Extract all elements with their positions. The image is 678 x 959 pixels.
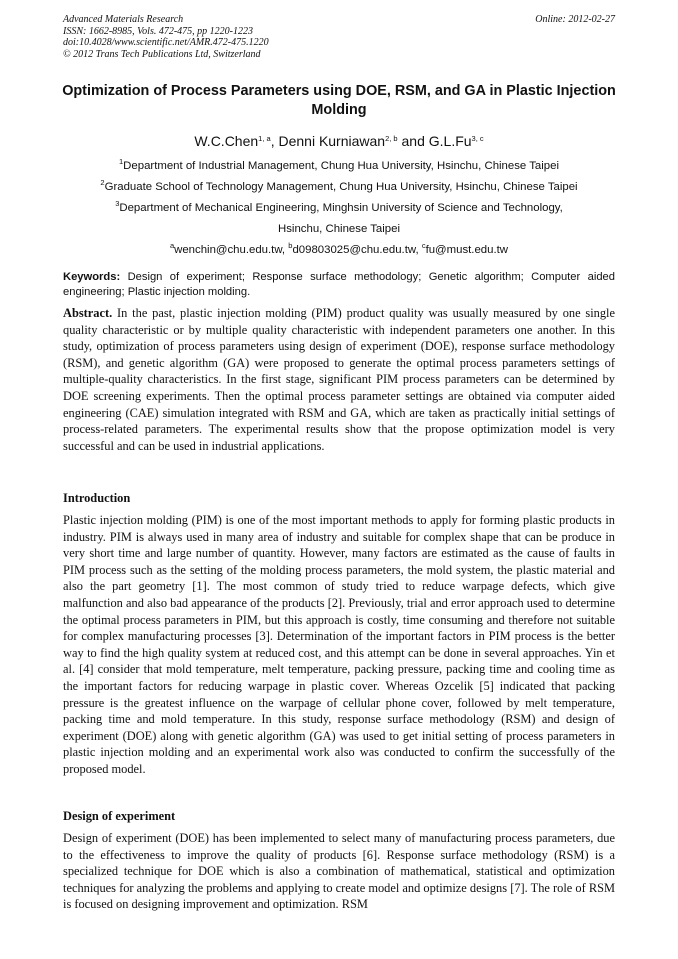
email-superscript: a (169, 241, 175, 250)
author-separator: and (397, 133, 429, 149)
introduction-text: Plastic injection molding (PIM) is one of the most important methods to apply for forming plastic products in industry. PIM is always used in many area of industry and suitable for complex shape that can be produce in very short time and large number of quantity. However, many factors are estimated as the cause of faults in PIM process such as the setting of the molding process parameters, the mold system, the plastic material and also the part geometry [1]. The most common of study tried to reduce warpage defects, which give malfunction and also bad appearance of the products [2]. Previously, trial and error approach used to determine the optimal process parameters in PIM, but this approach is costly, time consuming and therefore not suitable for complex manufacturing processes [3]. Determination of the important factors in PIM process is the better way to find the high quality system at reduced cost, and this attempt can be done in several approaches. Yin et al. [4] consider that mold temperature, melt temperature, packing pressure, packing time and cooling time as the important factors for reducing warpage in plastic cover. Whereas Ozcelik [5] indicated that packing pressure is the greatest influence on the warpage of cellular phone cover, followed by melt temperature, packing time and mold temperature. In this study, response surface methodology (RSM) and design of experiment (DOE) along with genetic algorithm (GA) was used to get initial setting of process parameters in plastic injection molding and an experimental work also was conducted to confirm the successfully of the proposed model. (63, 513, 615, 776)
introduction-heading: Introduction (63, 491, 131, 505)
journal-copyright: © 2012 Trans Tech Publications Ltd, Switzerland (63, 48, 261, 60)
abstract-text: In the past, plastic injection molding (PIM) product quality was usually measured by one single quality characteristic or by multiple quality characteristic with independent parameters one another. In this study, optimization of process parameters using design of experiment (DOE), response surface methodology (RSM), and genetic algorithm (GA) were proposed to generate the optimal process parameters settings of multiple-quality characteristics. In the first stage, significant PIM process parameters can be determined by DOE screening experiments. Then the optimal process parameter settings are obtained via computer aided engineering (CAE) simulation integrated with RSM and GA, which are taken as practically initial settings of process-related parameters. The experimental results show that the propose optimization model is very successful and can be used in industrial applications. (63, 306, 615, 453)
email-address: wenchin@chu.edu.tw, (174, 244, 289, 256)
email-address: d09803025@chu.edu.tw, (292, 244, 422, 256)
email-superscript: b (288, 241, 293, 250)
author-superscript: 3, c (471, 134, 484, 143)
affiliation-superscript: 1 (119, 157, 124, 166)
author-name: Denni Kurniawan (278, 133, 386, 149)
affiliation-text: Department of Industrial Management, Chung Hua University, Hsinchu, Chinese Taipei (123, 160, 559, 172)
affiliation-3-cont: Hsinchu, Chinese Taipei (278, 223, 400, 235)
author-superscript: 1, a (258, 134, 271, 143)
email-address: fu@must.edu.tw (425, 244, 509, 256)
keywords (63, 270, 615, 300)
doe-text: Design of experiment (DOE) has been implemented to select many of manufacturing process parameters, due to the effectiveness to improve the quality of products [6]. Response surface methodology (RSM) is a specialized technique for DOE which is also a combination of mathematical, statistical and optimization techniques for analyzing the problems and applying to create model and optimize designs [7]. The role of RSM is focused on designing improvement and optimization. RSM (63, 831, 615, 912)
abstract (63, 305, 615, 454)
journal-name: Advanced Materials Research (63, 14, 184, 25)
journal-header (63, 14, 615, 60)
author-separator: , (270, 133, 279, 149)
doe-heading: Design of experiment (63, 809, 176, 823)
email-superscript: c (421, 241, 426, 250)
affiliation-3 (40, 198, 638, 219)
author-line (40, 132, 638, 150)
affiliation-text: Department of Mechanical Engineering, Minghsin University of Science and Technology, (119, 202, 563, 214)
affiliation-text: Graduate School of Technology Management, Chung Hua University, Hsinchu, Chinese Taipei (104, 181, 578, 193)
journal-doi: doi:10.4028/www.scientific.net/AMR.472-475.1220 (63, 37, 269, 49)
keywords-text: Design of experiment; Response surface methodology; Genetic algorithm; Computer aided engineering; Plastic injection molding. (63, 271, 615, 298)
author-name: G.L.Fu (428, 133, 472, 149)
paper-title: Optimization of Process Parameters using DOE, RSM, and GA in Plastic Injection Molding (62, 83, 616, 118)
journal-issn: ISSN: 1662-8985, Vols. 472-475, pp 1220-1223 (63, 25, 253, 37)
email-line (40, 240, 638, 261)
affiliation-1 (40, 156, 638, 177)
affiliation-superscript: 2 (100, 178, 105, 187)
abstract-label: Abstract. (63, 306, 113, 320)
affiliation-superscript: 3 (115, 199, 120, 208)
author-superscript: 2, b (385, 134, 398, 143)
online-date: Online: 2012-02-27 (535, 14, 615, 25)
keywords-label: Keywords: (63, 271, 121, 283)
affiliation-2 (40, 177, 638, 198)
affiliations (40, 156, 638, 261)
author-name: W.C.Chen (194, 133, 259, 149)
